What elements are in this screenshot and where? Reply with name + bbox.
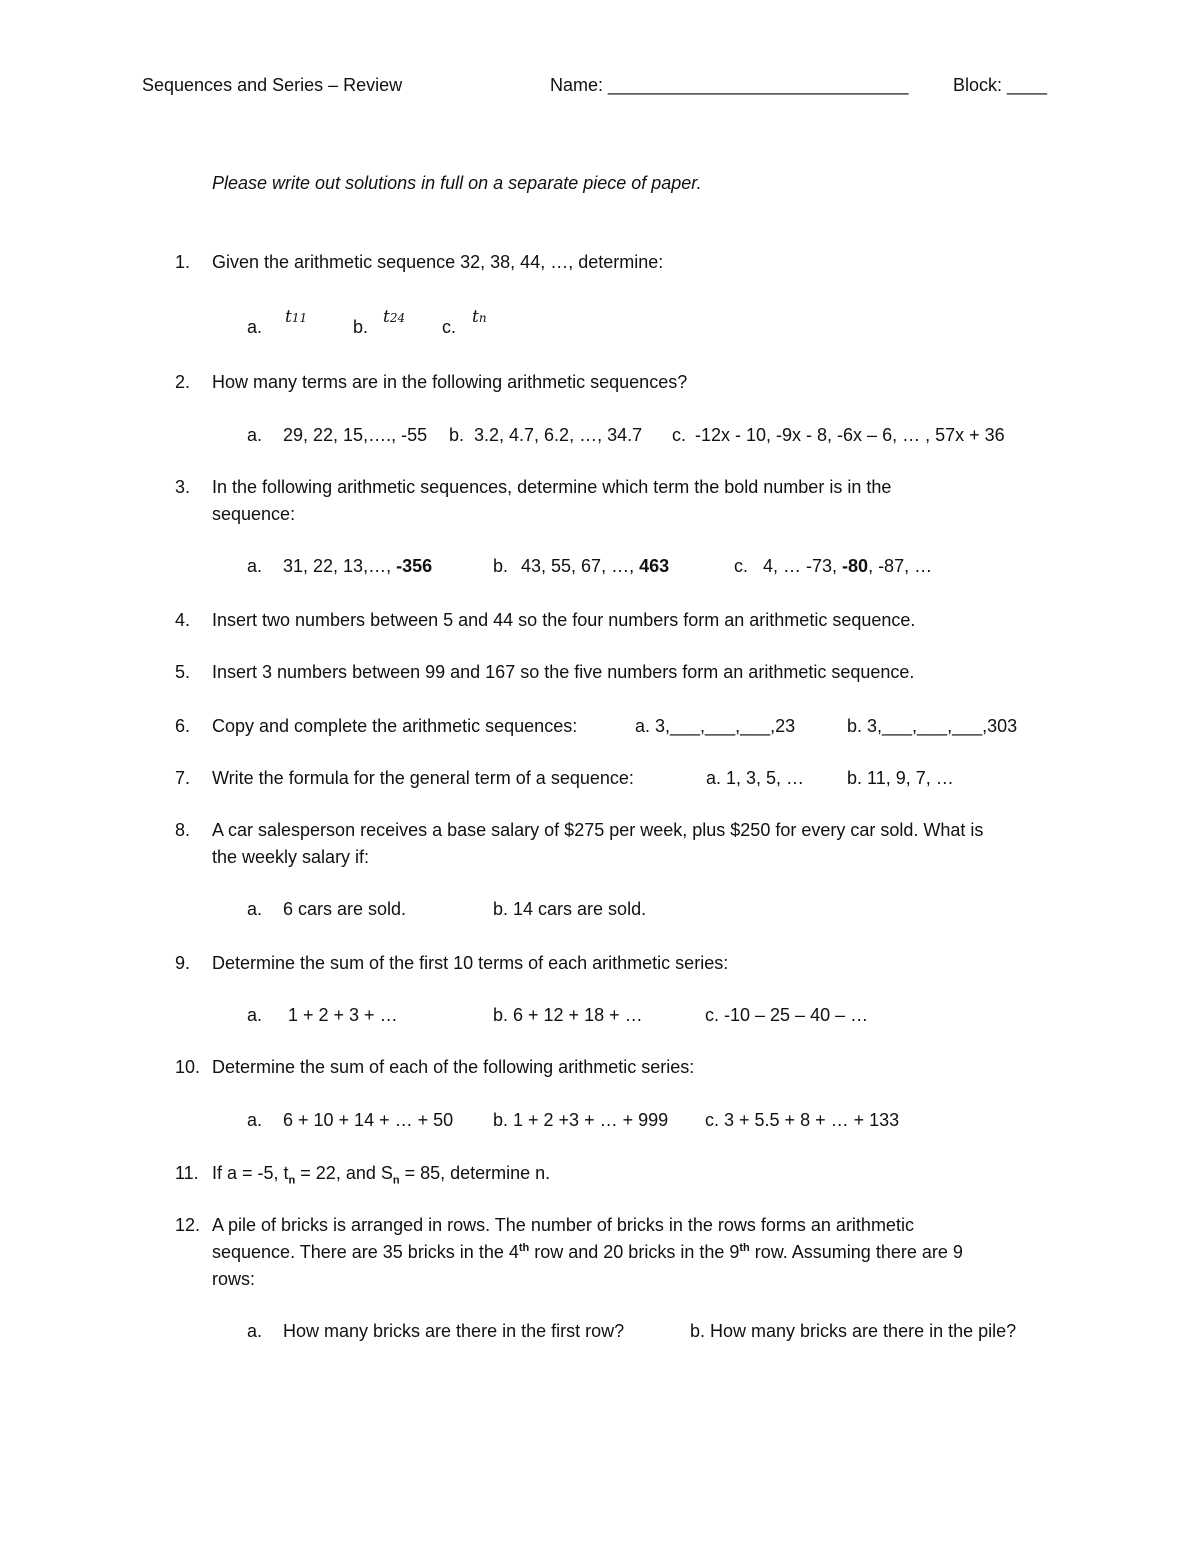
q7-b: b. 11, 9, 7, … — [847, 768, 954, 788]
document-title: Sequences and Series – Review — [142, 75, 403, 95]
q3-c-label: c. — [734, 556, 749, 576]
q12-a-text: How many bricks are there in the first row? — [283, 1321, 625, 1341]
q2-b-text: 3.2, 4.7, 6.2, …, 34.7 — [474, 425, 643, 445]
q3-number: 3. — [175, 477, 191, 497]
q1-b-term: t24 — [383, 307, 406, 327]
q12-line3: rows: — [212, 1269, 256, 1289]
q12-a-label: a. — [247, 1321, 263, 1341]
q6-b: b. 3,___,___,___,303 — [847, 716, 1018, 736]
q3-b-label: b. — [493, 556, 509, 576]
q7-number: 7. — [175, 768, 191, 788]
q2-a-label: a. — [247, 425, 263, 445]
q1-a-term: t11 — [285, 307, 308, 327]
q8-a-text: 6 cars are sold. — [283, 899, 407, 919]
q6-text: Copy and complete the arithmetic sequences: — [212, 716, 578, 736]
q1-a-label: a. — [247, 317, 263, 337]
q10-c: c. 3 + 5.5 + 8 + … + 133 — [705, 1110, 900, 1130]
q5-number: 5. — [175, 662, 191, 682]
q12-b: b. How many bricks are there in the pile? — [690, 1321, 1017, 1341]
q1-c-label: c. — [442, 317, 457, 337]
q3-line2: sequence: — [212, 504, 296, 524]
q2-number: 2. — [175, 372, 191, 392]
q1-number: 1. — [175, 252, 191, 272]
instructions: Please write out solutions in full on a separate piece of paper. — [212, 173, 702, 193]
q2-a-text: 29, 22, 15,…., -55 — [283, 425, 428, 445]
q12-line2: sequence. There are 35 bricks in the 4th row and 20 bricks in the 9th row. Assuming there are 9 — [212, 1242, 963, 1262]
q11-text: If a = -5, $t_n = 22$, and $S_n = 85$, determine n. — [212, 1163, 551, 1187]
block-field: Block: ____ — [953, 75, 1048, 95]
q3-a: 31, 22, 13,…, -356 — [283, 556, 433, 576]
q2-text: How many terms are in the following arithmetic sequences? — [212, 372, 688, 392]
q2-b-label: b. — [449, 425, 465, 445]
q6-number: 6. — [175, 716, 191, 736]
q3-line1: In the following arithmetic sequences, determine which term the bold number is in the — [212, 477, 892, 497]
q1-c-term: tn — [472, 307, 487, 327]
q5-text: Insert 3 numbers between 99 and 167 so the five numbers form an arithmetic sequence. — [212, 662, 915, 682]
q8-line1: A car salesperson receives a base salary of $275 per week, plus $250 for every car sold. What is — [212, 820, 984, 840]
name-field: Name: ______________________________ — [550, 75, 909, 95]
q11-number: 11. — [175, 1163, 199, 1183]
q9-a-label: a. — [247, 1005, 263, 1025]
q9-b: b. 6 + 12 + 18 + … — [493, 1005, 643, 1025]
q4-number: 4. — [175, 610, 191, 630]
q1-b-label: b. — [353, 317, 369, 337]
q3-b: 43, 55, 67, …, 463 — [521, 556, 670, 576]
q9-c: c. -10 – 25 – 40 – … — [705, 1005, 869, 1025]
q9-a-text: 1 + 2 + 3 + … — [288, 1005, 398, 1025]
q9-number: 9. — [175, 953, 191, 973]
q8-b: b. 14 cars are sold. — [493, 899, 647, 919]
q12-line1: A pile of bricks is arranged in rows. The number of bricks in the rows forms an arithmetic — [212, 1215, 914, 1235]
q1-text: Given the arithmetic sequence 32, 38, 44, …, determine: — [212, 252, 664, 272]
q8-number: 8. — [175, 820, 191, 840]
q7-a: a. 1, 3, 5, … — [706, 768, 805, 788]
q2-c-label: c. — [672, 425, 687, 445]
q8-a-label: a. — [247, 899, 263, 919]
q10-text: Determine the sum of each of the following arithmetic series: — [212, 1057, 695, 1077]
q2-c-text: -12x - 10, -9x - 8, -6x – 6, … , 57x + 36 — [695, 425, 1005, 445]
q10-b: b. 1 + 2 +3 + … + 999 — [493, 1110, 669, 1130]
q3-a-label: a. — [247, 556, 263, 576]
q10-a-label: a. — [247, 1110, 263, 1130]
q8-line2: the weekly salary if: — [212, 847, 370, 867]
q12-number: 12. — [175, 1215, 201, 1235]
q4-text: Insert two numbers between 5 and 44 so the four numbers form an arithmetic sequence. — [212, 610, 916, 630]
q6-a: a. 3,___,___,___,23 — [635, 716, 796, 736]
q7-text: Write the formula for the general term of a sequence: — [212, 768, 634, 788]
q10-number: 10. — [175, 1057, 201, 1077]
q10-a-text: 6 + 10 + 14 + … + 50 — [283, 1110, 454, 1130]
q9-text: Determine the sum of the first 10 terms of each arithmetic series: — [212, 953, 729, 973]
q3-c: 4, … -73, -80, -87, … — [763, 556, 933, 576]
